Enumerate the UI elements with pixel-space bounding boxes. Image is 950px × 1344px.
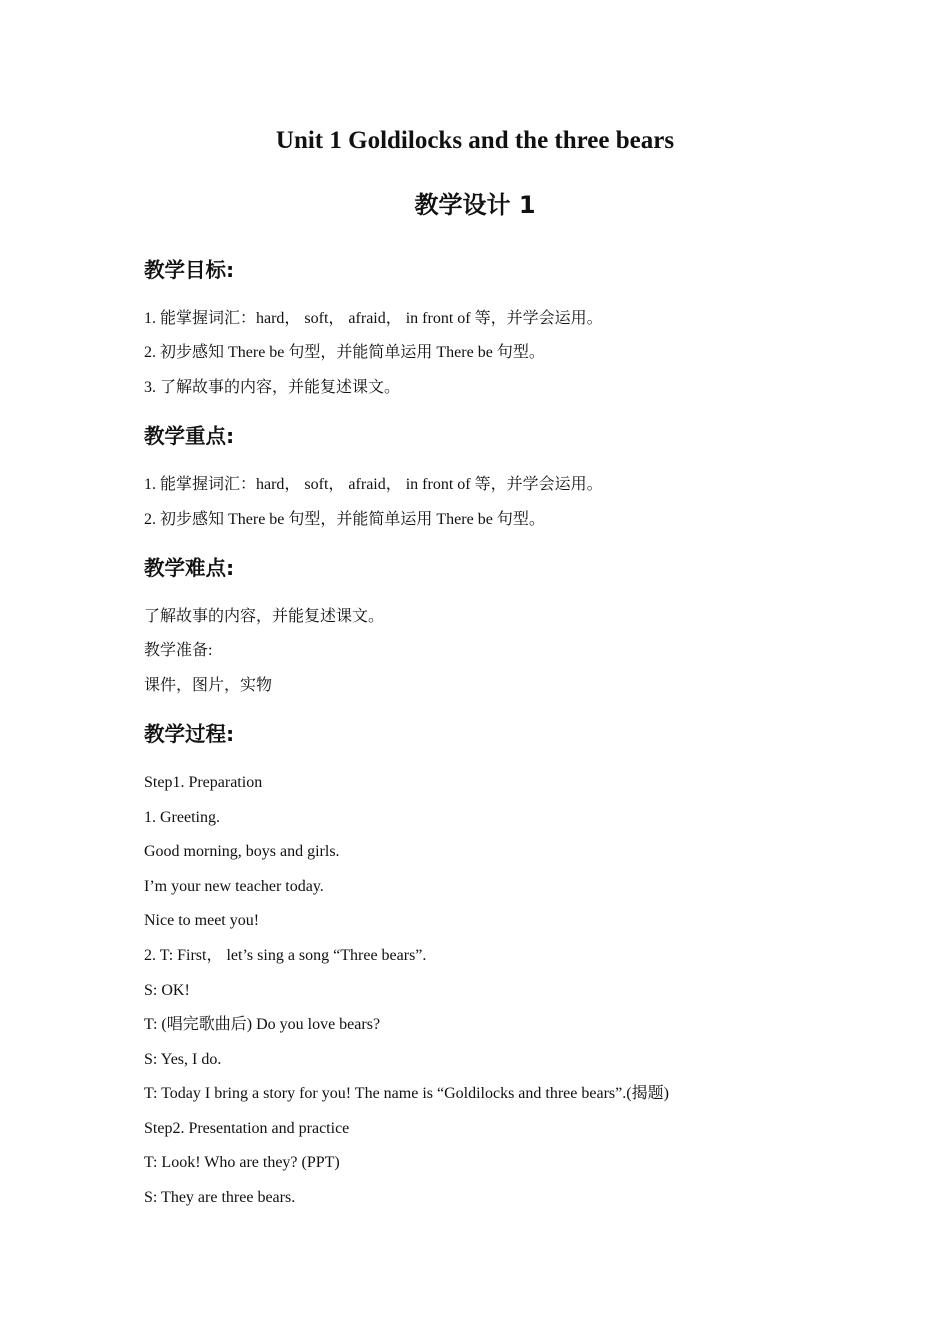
process-line: S: OK! — [144, 982, 190, 999]
key-points-heading: 教学重点: — [144, 424, 235, 448]
process-line: Good morning, boys and girls. — [144, 843, 340, 860]
process-line: S: Yes, I do. — [144, 1051, 222, 1068]
process-line: T: (唱完歌曲后) Do you love bears? — [144, 1016, 381, 1033]
preparation-materials: 课件，图片，实物 — [144, 677, 273, 694]
document-title: Unit 1 Goldilocks and the three bears — [275, 127, 675, 154]
objective-item-1: 1. 能掌握词汇：hard， soft， afraid， in front of 等，并学会运用。 — [144, 310, 603, 327]
objective-item-3: 3. 了解故事的内容，并能复述课文。 — [144, 379, 401, 396]
process-line: 1. Greeting. — [144, 809, 220, 826]
document-subtitle: 教学设计 1 — [414, 191, 536, 219]
preparation-label: 教学准备: — [144, 642, 213, 659]
objectives-heading: 教学目标: — [144, 258, 235, 282]
process-line: Nice to meet you! — [144, 912, 260, 929]
objective-item-2: 2. 初步感知 There be 句型，并能简单运用 There be 句型。 — [144, 344, 545, 361]
process-line: Step1. Preparation — [144, 774, 263, 791]
process-line: T: Today I bring a story for you! The name is “Goldilocks and three bears”.(揭题) — [144, 1085, 669, 1102]
process-line: S: They are three bears. — [144, 1189, 296, 1206]
key-point-item-1: 1. 能掌握词汇：hard， soft， afraid， in front of 等，并学会运用。 — [144, 476, 603, 493]
difficulties-heading: 教学难点: — [144, 556, 235, 580]
difficulty-item-1: 了解故事的内容，并能复述课文。 — [144, 608, 385, 625]
process-line: 2. T: First， let’s sing a song “Three bears”. — [144, 947, 427, 964]
process-heading: 教学过程: — [144, 722, 235, 746]
process-line: I’m your new teacher today. — [144, 878, 324, 895]
process-line: T: Look! Who are they? (PPT) — [144, 1154, 340, 1171]
key-point-item-2: 2. 初步感知 There be 句型，并能简单运用 There be 句型。 — [144, 511, 545, 528]
process-line: Step2. Presentation and practice — [144, 1120, 350, 1137]
